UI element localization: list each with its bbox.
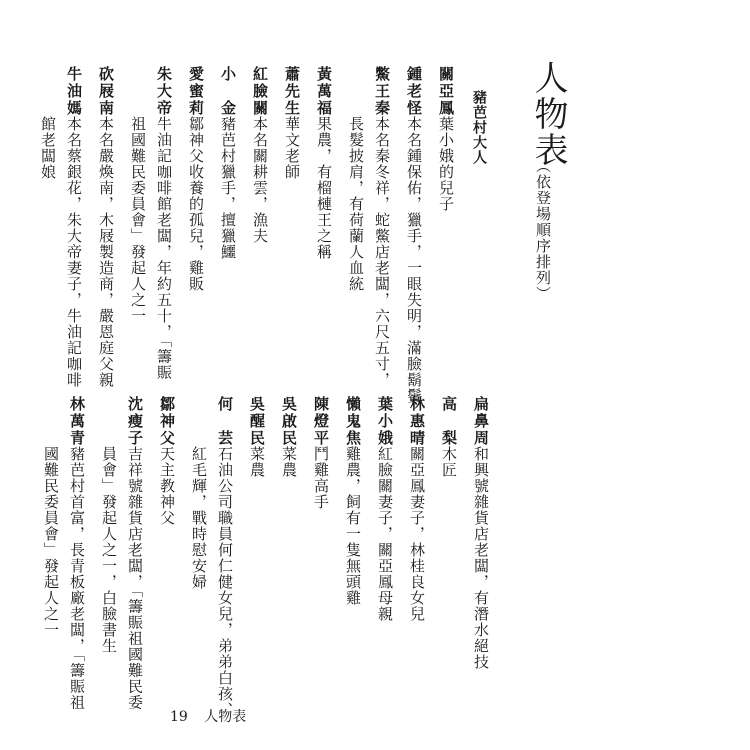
character-description: 石油公司職員何仁健女兒，弟弟白孩、 <box>216 446 234 718</box>
character-description: 豬芭村首富，長青板廠老闆，「籌賑祖 <box>68 446 86 711</box>
character-entry <box>346 66 394 396</box>
character-name: 吳醒民 <box>248 396 266 447</box>
character-description: 天主教神父 <box>158 446 176 526</box>
character-entry <box>343 396 365 726</box>
character-description: 本名嚴煥南，木屐製造商，嚴恩庭父親 <box>97 116 115 388</box>
character-description: 本名蔡銀花，朱大帝妻子，牛油記咖啡 <box>65 116 83 388</box>
character-name: 愛蜜莉 <box>187 66 205 117</box>
character-entry <box>247 396 269 726</box>
character-name: 砍屐南 <box>97 66 115 117</box>
character-entry <box>375 396 397 726</box>
character-name: 鄒神父 <box>158 396 176 447</box>
running-title: 人物表 <box>204 709 247 725</box>
character-name: 牛油媽 <box>65 66 83 117</box>
character-name: 吳啟民 <box>280 396 298 447</box>
character-description: 菜農 <box>280 446 298 478</box>
character-entry <box>282 66 304 396</box>
character-name: 葉小娥 <box>376 396 394 447</box>
character-description: 葉小娥的兒子 <box>437 116 455 212</box>
character-entry <box>218 66 240 396</box>
character-entry <box>38 66 86 396</box>
character-description: 吉祥號雜貨店老闆，「籌賑祖國難民委 <box>126 446 144 711</box>
character-description: 館老闆娘 <box>39 116 57 180</box>
page-number: 19 <box>170 709 188 725</box>
character-entry <box>311 396 333 726</box>
character-name: 懶鬼焦 <box>344 396 362 447</box>
character-entry <box>471 396 493 726</box>
character-entry <box>404 66 426 404</box>
character-description: 員會」發起人之一，白臉書生 <box>100 446 118 654</box>
character-entry <box>189 396 237 726</box>
character-name: 朱大帝 <box>155 66 173 117</box>
character-description: 祖國難民委員會」發起人之一 <box>129 116 147 324</box>
character-name: 林惠晴 <box>408 396 426 447</box>
character-description: 果農，有榴槤王之稱 <box>315 116 333 260</box>
character-entry <box>186 66 208 396</box>
character-description: 華文老師 <box>283 116 301 180</box>
character-description: 鬥雞高手 <box>312 446 330 510</box>
character-description: 本名秦冬祥，蛇鱉店老闆，六尺五寸， <box>373 116 391 388</box>
page-title: 人物表 <box>528 60 568 168</box>
character-description: 雞農，飼有一隻無頭雞 <box>344 446 362 606</box>
character-description: 紅臉關妻子，關亞鳳母親 <box>376 446 394 622</box>
character-entry <box>99 396 147 726</box>
character-description: 關亞鳳妻子，林桂良女兒 <box>408 446 426 622</box>
character-description: 木匠 <box>440 446 458 478</box>
character-entry <box>314 66 336 396</box>
character-description: 本名關耕雲，漁夫 <box>251 116 269 244</box>
character-name: 陳燈平 <box>312 396 330 447</box>
character-entry <box>96 66 118 396</box>
character-description: 紅毛輝，戰時慰安婦 <box>190 446 208 590</box>
character-entry <box>157 396 179 726</box>
character-name: 何 芸 <box>216 396 234 447</box>
character-name: 高 梨 <box>440 396 458 447</box>
character-name: 黃萬福 <box>315 66 333 117</box>
character-name: 扁鼻周 <box>472 396 490 447</box>
character-entry <box>128 66 176 396</box>
character-description: 豬芭村獵手，擅獵鱷 <box>219 116 237 260</box>
character-name: 鱉王秦 <box>373 66 391 117</box>
character-name: 紅臉關 <box>251 66 269 117</box>
character-entry <box>41 396 89 726</box>
character-entry <box>250 66 272 396</box>
character-description: 菜農 <box>248 446 266 478</box>
group-title: 豬芭村大人 <box>471 90 487 165</box>
character-description: 牛油記咖啡館老闆，年約五十，「籌賑 <box>155 116 173 381</box>
character-name: 小 金 <box>219 66 237 117</box>
character-entry <box>279 396 301 726</box>
character-name: 林萬青 <box>68 396 86 447</box>
character-entry <box>436 66 458 396</box>
character-description: 國難民委員會」發起人之一 <box>42 446 60 638</box>
character-entry <box>439 396 461 726</box>
character-description: 本名鍾保佑，獵手，一眼失明，滿臉鬍鬢 <box>405 116 423 404</box>
page-subtitle: （依登場順序排列） <box>534 158 552 302</box>
character-description: 鄒神父收養的孤兒，雞販 <box>187 116 205 292</box>
character-entry <box>407 396 429 726</box>
character-name: 蕭先生 <box>283 66 301 117</box>
character-name: 鍾老怪 <box>405 66 423 117</box>
character-description: 長髮披肩，有荷蘭人血統 <box>347 116 365 292</box>
character-name: 沈瘦子 <box>126 396 144 447</box>
character-description: 和興號雜貨店老闆，有潛水絕技 <box>472 446 490 670</box>
character-name: 關亞鳳 <box>437 66 455 117</box>
page-footer <box>170 706 246 726</box>
